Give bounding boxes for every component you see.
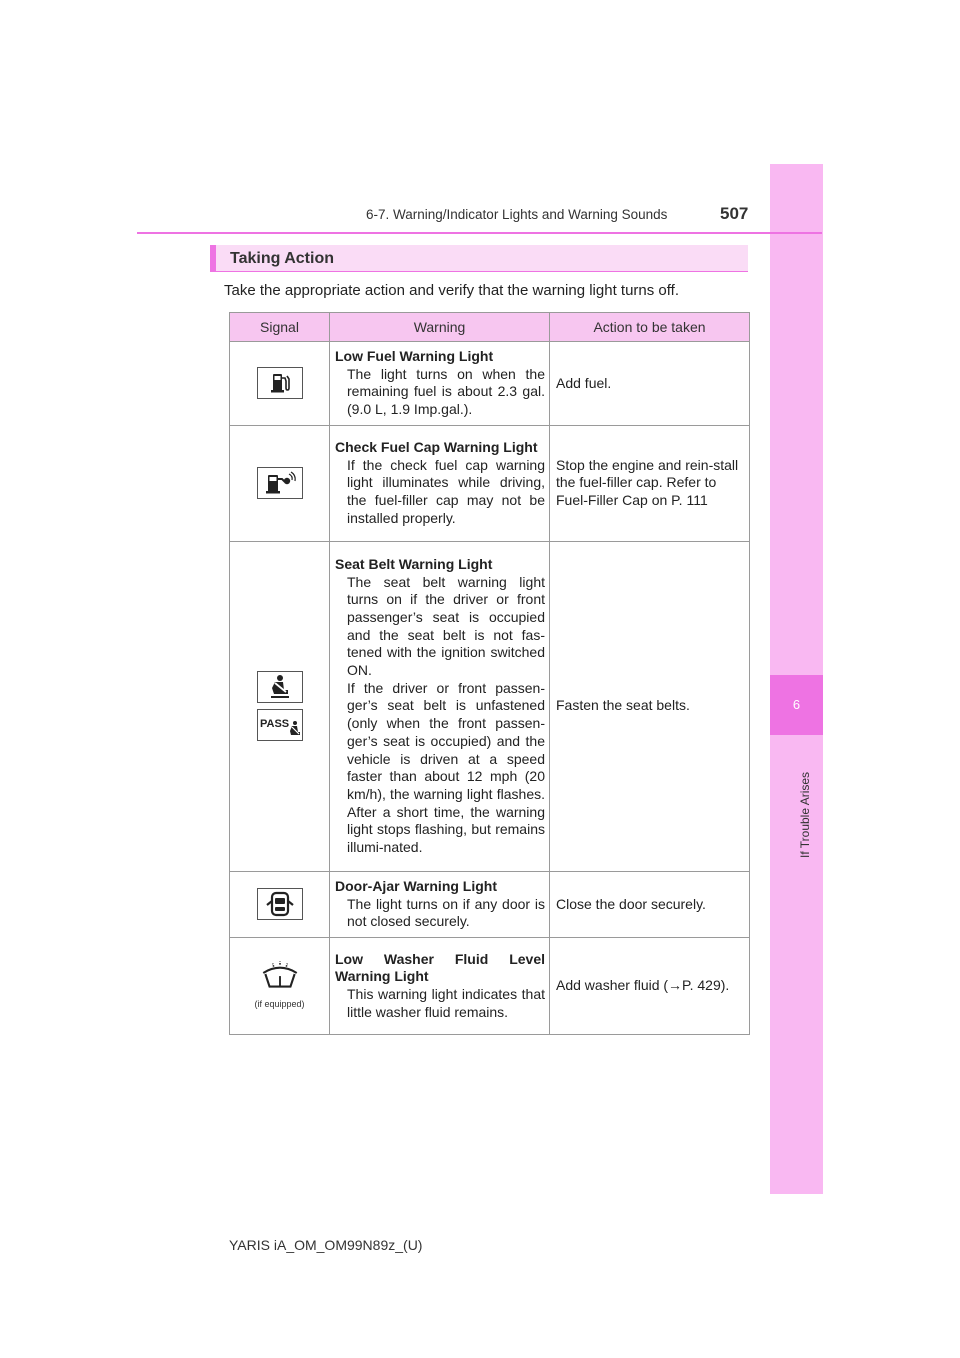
signal-cell (230, 342, 330, 426)
pass-label: PASS (259, 718, 289, 731)
page-number: 507 (720, 204, 749, 223)
seat-belt-icon (257, 671, 303, 703)
warning-name: Low Washer Fluid Level Warning Light (335, 950, 545, 985)
action-cell: Stop the engine and rein-stall the fuel-filler cap. Refer to Fuel-Filler Cap on P. 111 (550, 425, 750, 541)
passenger-seat-belt-icon (257, 709, 303, 741)
warning-description: The light turns on if any door is not closed securely. (347, 895, 545, 930)
signal-cell (230, 871, 330, 937)
door-ajar-icon (257, 888, 303, 920)
header-title: 6-7. Warning/Indicator Lights and Warning Sounds (366, 207, 668, 222)
signal-cell (230, 937, 330, 1034)
chapter-number: 6 (792, 697, 801, 712)
warning-table (229, 312, 750, 1035)
section-title: Taking Action (230, 250, 334, 267)
section-intro: Take the appropriate action and verify that the warning light turns off. (224, 282, 679, 299)
warning-cell (330, 342, 550, 426)
header-rule (137, 232, 822, 234)
warning-description: The seat belt warning light turns on if the driver or front passenger’s seat is occupied and the seat belt is not fas-tened with the ignition switched ON. (347, 573, 545, 679)
warning-cell (330, 937, 550, 1034)
table-row (230, 541, 750, 871)
table-header-row (230, 313, 750, 342)
chapter-label: If Trouble Arises (798, 771, 812, 858)
action-cell: Fasten the seat belts. (550, 541, 750, 871)
chapter-label-wrap (783, 738, 813, 858)
table-row (230, 342, 750, 426)
header-action: Action to be taken (550, 313, 750, 342)
footer-model-code: YARIS iA_OM_OM99N89z_(U) (229, 1237, 423, 1253)
table-row (230, 425, 750, 541)
warning-name: Door-Ajar Warning Light (335, 877, 498, 894)
chapter-tab[interactable] (770, 675, 823, 735)
action-cell: Close the door securely. (550, 871, 750, 937)
section-heading (210, 245, 748, 272)
warning-cell (330, 871, 550, 937)
warning-cell (330, 541, 550, 871)
warning-description-extra: If the driver or front passen-ger’s seat belt is unfastened (only when the front passen-ger’s seat is occupied) and the vehicle is driven at a speed faster than about 12 mph (20 km/h), the warning light flashes. After a short time, the warning light stops flashing, but remains illumi-nated. (347, 679, 545, 856)
signal-cell (230, 425, 330, 541)
warning-name: Low Fuel Warning Light (335, 348, 494, 364)
seat-belt-icons (230, 671, 329, 741)
warning-cell (330, 425, 550, 541)
warning-description: The light turns on when the remaining fuel is about 2.3 gal. (9.0 L, 1.9 Imp.gal.). (347, 365, 545, 418)
fuel-pump-icon (257, 367, 303, 399)
table-row (230, 871, 750, 937)
warning-name: Seat Belt Warning Light (335, 555, 493, 572)
header-signal: Signal (230, 313, 330, 342)
signal-cell (230, 541, 330, 871)
warning-name: Check Fuel Cap Warning Light (335, 439, 538, 456)
header-warning: Warning (330, 313, 550, 342)
fuel-cap-icon (257, 467, 303, 499)
action-cell: Add washer fluid (→P. 429). (550, 937, 750, 1034)
warning-description: This warning light indicates that little washer fluid remains. (347, 985, 545, 1020)
table-row (230, 937, 750, 1034)
warning-description: If the check fuel cap warning light illuminates while driving, the fuel-filler cap may not be installed properly. (347, 456, 545, 526)
if-equipped-note: (if equipped) (254, 999, 305, 1010)
action-cell: Add fuel. (550, 342, 750, 426)
washer-fluid-icon (257, 958, 303, 990)
